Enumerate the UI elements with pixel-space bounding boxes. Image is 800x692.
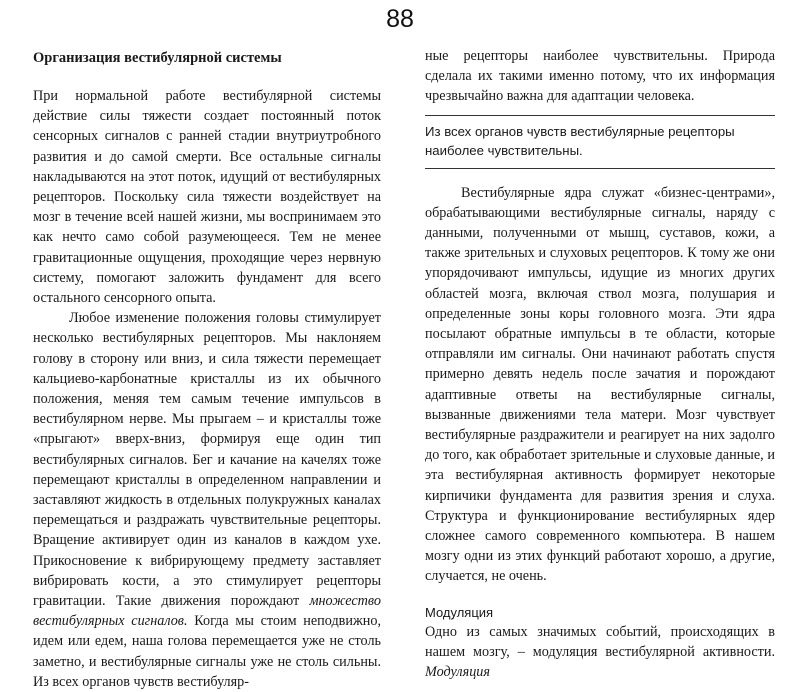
paragraph-head-movement-tail: Когда мы стоим неподвижно, идем или едем, наша голова перемещается уже не столь заметно, и вестибулярные сигналы уже не столь сильны. Из всех органов чувств вестибуляр-	[33, 613, 381, 690]
paragraph-continuation: ные рецепторы наиболее чувствительны. Природа сделала их такими именно потому, что их информация чрезвычайно важна для адаптации человека.	[425, 48, 775, 105]
subheading-modulation: Модуляция	[425, 604, 494, 620]
paragraph-modulation-text: Одно из самых значимых событий, происходящих в нашем мозгу, – модуляция вестибулярной активности.	[425, 623, 775, 660]
paragraph-vestibular-nuclei: Вестибулярные ядра служат «бизнес-центрами», обрабатывающими вестибулярные сигналы, наряду с данными, полученными от мышц, суставов, кожи, а также зрительных и слуховых рецепторов. К тому же они упорядочивают импульсы, идущие из многих других областей мозга, включая ствол мозга, полушария и определенные зоны коры головного мозга. Эти ядра посылают обратные импульсы в те области, которые отправляли им сигналы. Они начинают работать спустя примерно девять недель после зачатия и порождают адаптивные ответы на вестибулярные сигналы, вызванные движениями тела матери. Мозг чувствует вестибулярные раздражители и реагирует на них задолго до того, как обработает зрительные и слуховые данные, и эта вестибулярная активность формирует некоторые кирпичики фундамента для развития зрения и слуха. Структура и функционирование вестибулярных ядер сложнее самого современного компьютера. В нашем мозгу одни из этих функций работают хорошо, а другие, случается, не очень.	[425, 184, 775, 585]
emphasis-modulation: Модуляция	[425, 664, 490, 681]
paragraph-head-movement-text: Любое изменение положения головы стимулирует несколько вестибулярных рецепторов. Мы наклоняем голову в сторону или вниз, и сила тяжести перемещает кальциево-карбонатные кристаллы из их обычного положения, меняя тем самым течение импульсов в вестибулярном нерве. Мы прыгаем – и кристаллы тоже «прыгают» вверх-вниз, формируя еще один тип вестибулярных сигналов. Бег и качание на качелях тоже перемещают кристаллы в определенном направлении и заставляют жидкость в отдельных полукружных каналах перемещаться и раздражать чувствительные рецепторы. Вращение активирует один из каналов в каждом ухе. Прикосновение к вибрирующему предмету заставляет вибрировать кости, а это стимулирует рецепторы гравитации. Такие движения порождают	[33, 310, 381, 610]
section-heading: Организация вестибулярной системы	[33, 50, 282, 66]
paragraph-modulation	[425, 622, 775, 683]
emphasis-vestibular-signals: множество вестибулярных сигналов.	[33, 593, 381, 630]
left-column	[33, 46, 381, 692]
callout-bottom-rule	[425, 168, 775, 169]
pull-quote: Из всех органов чувств вестибулярные рецепторы наиболее чувствительны.	[425, 123, 735, 158]
paragraph-head-movement	[33, 308, 381, 692]
page-number: 88	[386, 5, 414, 33]
callout-top-rule	[425, 115, 775, 116]
paragraph-gravity: При нормальной работе вестибулярной системы действие силы тяжести создает постоянный поток сенсорных сигналов с ранней стадии внутриутробного развития и до самой смерти. Все остальные сигналы накладываются на этот поток, идущий от вестибулярных рецепторов. Поскольку сила тяжести воздействует на мозг в течение всей нашей жизни, мы воспринимаем это как нечто само собой разумеющееся. Тем не менее гравитационные ощущения, проходящие через нервную систему, помогают заложить фундамент для всего остального сенсорного опыта.	[33, 88, 381, 307]
